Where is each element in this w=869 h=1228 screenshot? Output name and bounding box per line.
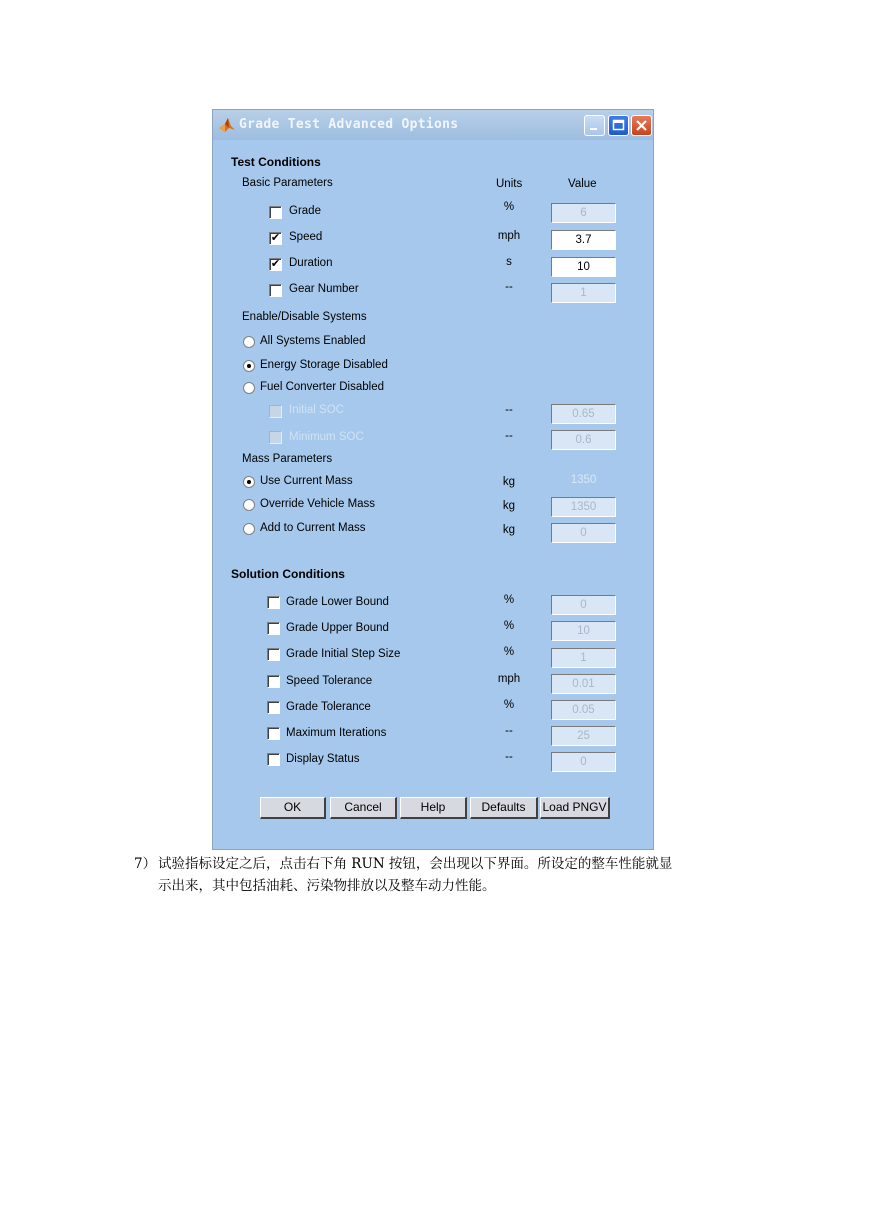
matlab-logo-icon [217,115,237,135]
minimum-soc-value-field[interactable]: 0.6 [551,430,616,450]
minimum-soc-checkbox[interactable] [269,431,282,444]
initial-soc-unit: -- [505,404,513,416]
add-to-current-mass-unit: kg [502,524,516,536]
close-button[interactable] [631,115,652,136]
maximize-button[interactable] [608,115,629,136]
all-systems-enabled-label: All Systems Enabled [260,335,366,347]
all-systems-enabled-radio[interactable] [243,336,255,348]
maximum-iterations-label: Maximum Iterations [286,727,387,739]
initial-soc-checkbox[interactable] [269,405,282,418]
grade-lower-bound-unit: % [503,594,515,606]
fuel-converter-disabled-label: Fuel Converter Disabled [260,381,385,393]
close-icon [632,116,651,135]
mass-parameters-header: Mass Parameters [242,453,333,465]
display-status-unit: -- [505,751,513,763]
speed-label: Speed [289,231,323,243]
solution-conditions-header: Solution Conditions [231,567,345,581]
load-pngv-button[interactable]: Load PNGV [540,797,610,819]
grade-tolerance-checkbox[interactable] [267,701,280,714]
ok-button[interactable]: OK [260,797,326,819]
grade-lower-bound-field[interactable]: 0 [551,595,616,615]
test-conditions-header: Test Conditions [231,155,321,169]
grade-upper-bound-label: Grade Upper Bound [286,622,389,634]
speed-tolerance-checkbox[interactable] [267,675,280,688]
title-bar[interactable] [213,110,653,140]
gear-number-unit: -- [505,281,513,293]
fuel-converter-disabled-radio[interactable] [243,382,255,394]
grade-initial-step-size-field[interactable]: 1 [551,648,616,668]
duration-unit: s [506,256,512,268]
use-current-mass-unit: kg [502,476,516,488]
initial-soc-label: Initial SOC [289,404,344,416]
gear-number-value-field[interactable]: 1 [551,283,616,303]
grade-unit: % [503,201,515,213]
override-vehicle-mass-radio[interactable] [243,499,255,511]
use-current-mass-radio[interactable] [243,476,255,488]
display-status-label: Display Status [286,753,360,765]
caption-line-1: 试验指标设定之后，点击右下角 RUN 按钮，会出现以下界面。所设定的整车性能就显 [158,856,673,872]
grade-upper-bound-field[interactable]: 10 [551,621,616,641]
grade-label: Grade [289,205,321,217]
gear-number-label: Gear Number [289,283,359,295]
override-vehicle-mass-label: Override Vehicle Mass [260,498,376,510]
use-current-mass-label: Use Current Mass [260,475,353,487]
duration-checkbox[interactable]: ✔ [270,258,281,270]
minimum-soc-unit: -- [505,430,513,442]
grade-initial-step-size-label: Grade Initial Step Size [286,648,401,660]
grade-test-advanced-options-window [212,109,654,850]
energy-storage-disabled-radio[interactable] [243,360,255,372]
maximize-icon [609,116,628,135]
speed-value-field[interactable]: 3.7 [551,230,616,250]
grade-upper-bound-unit: % [503,620,515,632]
speed-tolerance-field[interactable]: 0.01 [551,674,616,694]
basic-parameters-header: Basic Parameters [242,177,333,189]
add-to-current-mass-label: Add to Current Mass [260,522,366,534]
current-mass-value: 1350 [570,474,597,486]
duration-value-field[interactable]: 10 [551,257,616,277]
units-header: Units [496,178,523,190]
grade-tolerance-field[interactable]: 0.05 [551,700,616,720]
step-number: 7） [134,856,157,872]
minimum-soc-label: Minimum SOC [289,431,364,443]
grade-tolerance-label: Grade Tolerance [286,701,371,713]
initial-soc-value-field[interactable]: 0.65 [551,404,616,424]
grade-initial-step-size-checkbox[interactable] [267,648,280,661]
display-status-field[interactable]: 0 [551,752,616,772]
display-status-checkbox[interactable] [267,753,280,766]
add-to-current-mass-radio[interactable] [243,523,255,535]
enable-disable-systems-header: Enable/Disable Systems [242,311,367,323]
speed-unit: mph [497,230,521,242]
caption-line-2: 示出来，其中包括油耗、污染物排放以及整车动力性能。 [158,878,496,894]
grade-lower-bound-label: Grade Lower Bound [286,596,389,608]
speed-checkbox[interactable]: ✔ [270,232,281,244]
speed-tolerance-label: Speed Tolerance [286,675,373,687]
maximum-iterations-unit: -- [505,725,513,737]
override-vehicle-mass-unit: kg [502,500,516,512]
minimize-icon [585,116,604,135]
gear-number-checkbox[interactable] [269,284,282,297]
value-header: Value [568,178,597,190]
grade-upper-bound-checkbox[interactable] [267,622,280,635]
grade-value-field[interactable]: 6 [551,203,616,223]
window-title: Grade Test Advanced Options [239,117,459,132]
minimize-button[interactable] [584,115,605,136]
document-caption [134,853,754,897]
grade-initial-step-size-unit: % [503,646,515,658]
maximum-iterations-checkbox[interactable] [267,727,280,740]
help-button[interactable]: Help [400,797,467,819]
energy-storage-disabled-label: Energy Storage Disabled [260,359,388,371]
defaults-button[interactable]: Defaults [470,797,538,819]
speed-tolerance-unit: mph [497,673,521,685]
duration-label: Duration [289,257,333,269]
override-vehicle-mass-field[interactable]: 1350 [551,497,616,517]
cancel-button[interactable]: Cancel [330,797,397,819]
maximum-iterations-field[interactable]: 25 [551,726,616,746]
add-to-current-mass-field[interactable]: 0 [551,523,616,543]
grade-tolerance-unit: % [503,699,515,711]
grade-checkbox[interactable] [269,206,282,219]
grade-lower-bound-checkbox[interactable] [267,596,280,609]
